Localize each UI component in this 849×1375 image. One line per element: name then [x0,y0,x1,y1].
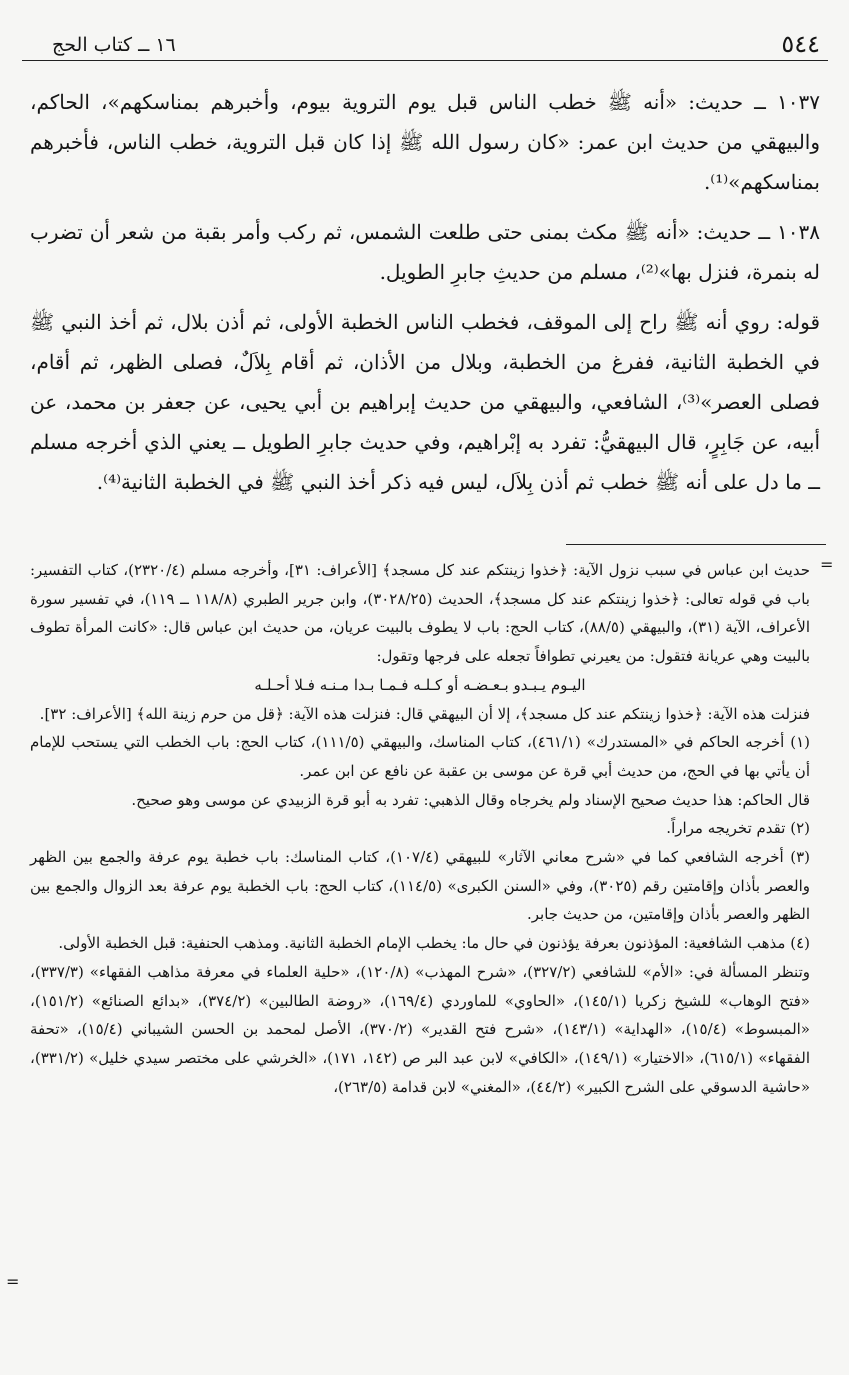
running-title: ١٦ ــ كتاب الحج [52,34,176,56]
continuation-mark-end: = [6,1272,20,1291]
footnote-2: (٢) تقدم تخريجه مراراً. [666,819,810,838]
continuation-mark: = [820,555,834,574]
footnote-1-comment: قال الحاكم: هذا حديث صحيح الإسناد ولم يخرجاه وقال الذهبي: تفرد به أبو قرة الزبيدي عن موسى وهو صحيح. [131,790,810,809]
footnote-continued-end: فنزلت هذه الآية: ﴿خذوا زينتكم عند كل مسجد﴾، إلا أن البيهقي قال: فنزلت هذه الآية: ﴿قل من حرم زينة الله﴾ [الأعراف: ٣٢]. [39,704,810,723]
footnote-4: (٤) مذهب الشافعية: المؤذنون بعرفة يؤذنون في حال ما: يخطب الإمام الخطبة الثانية. ومذهب الحنفية: قبل الخطبة الأولى. [58,934,810,953]
main-text [30,82,820,514]
footnotes [30,556,810,1101]
hadith-1037: ١٠٣٧ ــ حديث: «أنه ﷺ خطب الناس قبل يوم التروية بيوم، وأخبرهم بمناسكهم»، الحاكم، والبيهقي من حديث ابن عمر: «كان رسول الله ﷺ إذا كان قبل التروية، خطب الناس، فأخبرهم بمناسكهم»⁽¹⁾. [30,90,820,194]
footnote-4-references: وتنظر المسألة في: «الأم» للشافعي (٣٢٧/٢)، «شرح المهذب» (١٢٠/٨)، «حلية العلماء في معرفة مذاهب الفقهاء» (٣٣٧/٣)، «فتح الوهاب» للشيخ زكريا (١٤٥/١)، «الحاوي» للماوردي (١٦٩/٤)، «روضة الطالبين» (٣٧٤/٢)، «بدائع الصنائع» (١٥١/٢)، «المبسوط» (١٥/٤)، «الهداية» (١٤٣/١)، «شرح فتح القدير» (٣٧٠/٢)، الأصل لمحمد بن الحسن الشيباني (١٥/٤)، «تحفة الفقهاء» (٦١٥/١)، «الاختيار» (١٤٩/١)، «الكافي» لابن عبد البر ص (١٤٢، ١٧١)، «الخرشي على مختصر سيدي خليل» (٣٣١/٢)، «حاشية الدسوقي على الشرح الكبير» (٤٤/٢)، «المغني» لابن قدامة (٢٦٣/٥)، [30,962,810,1096]
poem-verse: اليـوم يـبـدو بـعـضـه أو كـلـه فـمـا بـدا مـنـه فـلا أحـلـه [254,675,586,694]
page-number: ٥٤٤ [781,30,820,58]
footnote-1: (١) أخرجه الحاكم في «المستدرك» (٤٦١/١)، كتاب المناسك، والبيهقي (١١١/٥)، كتاب الحج: باب الخطب التي يستحب للإمام أن يأتي بها في الحج، من حديث أبي قرة عن موسى بن عقبة عن نافع عن ابن عمر. [30,733,810,780]
commentary-paragraph: قوله: روي أنه ﷺ راح إلى الموقف، فخطب الناس الخطبة الأولى، ثم أذن بلال، ثم أخذ النبي ﷺ في الخطبة الثانية، ففرغ من الخطبة، وبلال من الأذان، ثم أقام بِلاَلٌ، فصلى الظهر، ثم أقام، فصلى العصر»⁽³⁾، الشافعي، والبيهقي من حديث إبراهيم بن أبي يحيى، عن جعفر بن محمد، عن أبيه، عن جَابِرٍ، قال البيهقيُّ: تفرد به إبْراهيم، وفي حديث جابرِ الطويل ــ يعني الذي أخرجه مسلم ــ ما دل على أنه ﷺ خطب ثم أذن بِلاَل، ليس فيه ذكر أخذ النبي ﷺ في الخطبة الثانية⁽⁴⁾. [30,310,820,494]
page-header [22,28,828,61]
footnote-3: (٣) أخرجه الشافعي كما في «شرح معاني الآثار» للبيهقي (١٠٧/٤)، كتاب المناسك: باب خطبة يوم عرفة والجمع بين الظهر والعصر بأذان وإقامتين رقم (٣٠٢٥)، وفي «السنن الكبرى» (١١٤/٥)، كتاب الحج: باب الخطبة يوم عرفة بعد الزوال والجمع بين الظهر والعصر بأذان وإقامتين، من حديث جابر. [30,848,810,924]
footnote-continued: حديث ابن عباس في سبب نزول الآية: ﴿خذوا زينتكم عند كل مسجد﴾ [الأعراف: ٣١]، وأخرجه مسلم (٢٣٢٠/٤)، كتاب التفسير: باب في قوله تعالى: ﴿خذوا زينتكم عند كل مسجد﴾، الحديث (٣٠٢٨/٢٥)، وابن جرير الطبري (١١٨/٨ ــ ١١٩)، في تفسير سورة الأعراف، الآية (٣١)، والبيهقي (٨٨/٥)، كتاب الحج: باب لا يطوف بالبيت عريان، من حديث ابن عباس قال: «كانت المرأة تطوف بالبيت وهي عريانة فتقول: من يعيرني تطوافاً تجعله على فرجها وتقول: [30,561,810,666]
hadith-1038: ١٠٣٨ ــ حديث: «أنه ﷺ مكث بمنى حتى طلعت الشمس، ثم ركب وأمر بقبة من شعر أن تضرب له بنمرة، فنزل بها»⁽²⁾، مسلم من حديثِ جابرِ الطويل. [30,220,820,284]
footnote-separator [566,544,826,545]
